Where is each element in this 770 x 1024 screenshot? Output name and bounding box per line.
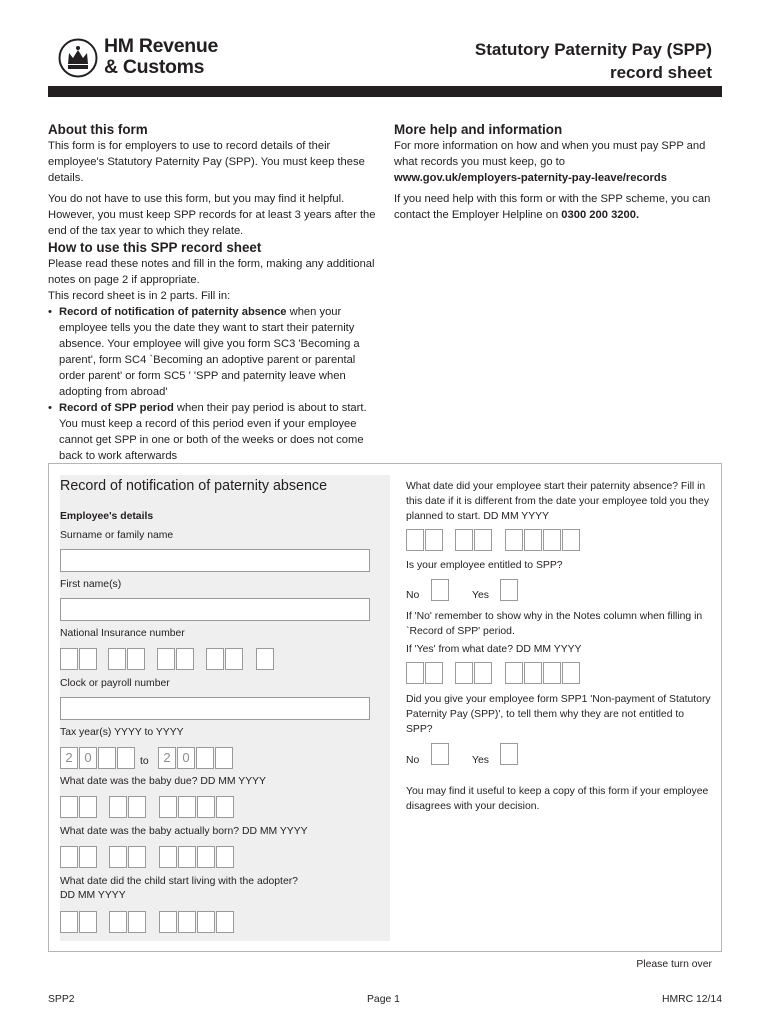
about-section [48, 122, 378, 239]
list-item [48, 400, 378, 464]
spp1-yes-checkbox[interactable] [500, 743, 518, 765]
help-para-1 [394, 138, 724, 186]
ni-box[interactable] [176, 648, 194, 670]
clock-number-field[interactable] [60, 697, 370, 720]
please-turn-over: Please turn over [636, 959, 712, 970]
baby-born-date-field[interactable] [60, 846, 240, 868]
tax-year-box[interactable]: 2 [60, 747, 78, 769]
first-name-field[interactable] [60, 598, 370, 621]
date-box[interactable] [474, 662, 492, 684]
title-line-2: record sheet [609, 63, 712, 82]
how-to-para-2: This record sheet is in 2 parts. Fill in: [48, 290, 231, 302]
date-box[interactable] [128, 911, 146, 933]
baby-due-label: What date was the baby due? DD MM YYYY [60, 776, 266, 787]
how-to-heading: How to use this SPP record sheet [48, 240, 262, 255]
date-box[interactable] [425, 529, 443, 551]
if-yes-question: If 'Yes' from what date? DD MM YYYY [406, 644, 582, 655]
bullet-2-bold: Record of SPP period [59, 402, 174, 414]
bullet-1-text: when your employee tells you the date they want to start their paternity absence. Your employee will give you form SC3 'Becoming a parent', form SC4 `Becoming an adoptive parent or parental order parent' or form SC5 ' 'SPP and paternity leave when adopting from abroad' [59, 306, 360, 398]
section-title: Record of notification of paternity absence [60, 478, 328, 494]
about-para-2: You do not have to use this form, but you may find it helpful. However, you must keep SPP records for at least 3 years after the end of the tax year to which they relate. [48, 193, 376, 237]
royal-crest-icon [58, 38, 98, 78]
date-box[interactable] [197, 911, 215, 933]
date-box[interactable] [79, 796, 97, 818]
date-box[interactable] [562, 529, 580, 551]
surname-label: Surname or family name [60, 530, 174, 541]
brand-line-1: HM Revenue [104, 35, 219, 57]
form-left-column [60, 475, 390, 941]
form-code: SPP2 [48, 994, 75, 1005]
ni-box[interactable] [256, 648, 274, 670]
list-item [48, 304, 378, 400]
date-box[interactable] [159, 846, 177, 868]
help-para-1-text: For more information on how and when you must pay SPP and what records you must keep, go to [394, 140, 706, 168]
start-date-question: What date did your employee start their paternity absence? Fill in this date if it is different from the date your employee told you they planned to start. DD MM YYYY [406, 481, 710, 522]
date-box[interactable] [505, 662, 523, 684]
page-number: Page 1 [367, 994, 400, 1005]
clock-label: Clock or payroll number [60, 678, 170, 689]
date-box[interactable] [109, 911, 127, 933]
date-box[interactable] [406, 662, 424, 684]
about-heading: About this form [48, 122, 148, 137]
baby-born-label: What date was the baby actually born? DD MM YYYY [60, 826, 308, 837]
entitled-from-date-field[interactable] [406, 662, 586, 684]
ni-number-field[interactable] [60, 648, 290, 670]
date-box[interactable] [128, 846, 146, 868]
tax-year-box[interactable]: 2 [158, 747, 176, 769]
entitled-no-label: No [406, 590, 420, 601]
help-link[interactable]: www.gov.uk/employers-paternity-pay-leave/records [394, 172, 667, 184]
ni-box[interactable] [60, 648, 78, 670]
date-box[interactable] [562, 662, 580, 684]
bullet-1-bold: Record of notification of paternity absence [59, 306, 287, 318]
to-label: to [140, 756, 149, 767]
date-box[interactable] [505, 529, 523, 551]
spp1-yes-label: Yes [472, 755, 489, 766]
help-para-2-text: If you need help with this form or with the SPP scheme, you can contact the Employer Helpline on [394, 193, 711, 221]
date-box[interactable] [60, 796, 78, 818]
tax-year-field[interactable] [60, 747, 240, 769]
date-box[interactable] [178, 846, 196, 868]
how-to-section [48, 240, 378, 464]
copy-note: You may find it useful to keep a copy of this form if your employee disagrees with your decision. [406, 786, 709, 812]
tax-year-box[interactable] [196, 747, 214, 769]
entitled-yes-label: Yes [472, 590, 489, 601]
title-line-1: Statutory Paternity Pay (SPP) [474, 40, 712, 59]
adopter-label [60, 875, 298, 903]
surname-field[interactable] [60, 549, 370, 572]
date-box[interactable] [455, 662, 473, 684]
ni-box[interactable] [79, 648, 97, 670]
tax-year-box[interactable] [215, 747, 233, 769]
ni-box[interactable] [225, 648, 243, 670]
date-box[interactable] [197, 796, 215, 818]
date-box[interactable] [128, 796, 146, 818]
page-title [475, 38, 712, 84]
date-box[interactable] [79, 846, 97, 868]
form-version: HMRC 12/14 [661, 994, 722, 1005]
entitled-question: Is your employee entitled to SPP? [406, 560, 563, 571]
hmrc-brand [104, 36, 218, 78]
ni-label: National Insurance number [60, 628, 185, 639]
entitled-yes-checkbox[interactable] [500, 579, 518, 601]
ni-box[interactable] [206, 648, 224, 670]
brand-line-2: & Customs [104, 56, 205, 78]
adopter-date-field[interactable] [60, 911, 240, 933]
start-date-field[interactable] [406, 529, 586, 551]
date-box[interactable] [178, 911, 196, 933]
date-box[interactable] [474, 529, 492, 551]
date-box[interactable] [524, 662, 542, 684]
helpline-number: 0300 200 3200. [561, 209, 640, 221]
date-box[interactable] [60, 846, 78, 868]
date-box[interactable] [524, 529, 542, 551]
tax-year-box[interactable]: 0 [177, 747, 195, 769]
date-box[interactable] [216, 911, 234, 933]
help-para-2 [394, 191, 724, 223]
ni-box[interactable] [157, 648, 175, 670]
first-name-label: First name(s) [60, 579, 122, 590]
tax-year-box[interactable] [117, 747, 135, 769]
date-box[interactable] [455, 529, 473, 551]
how-to-para-1: Please read these notes and fill in the form, making any additional notes on page 2 if appropriate. [48, 258, 375, 286]
employee-details-heading: Employee's details [60, 511, 154, 522]
if-no-note: If 'No' remember to show why in the Notes column when filling in `Record of SPP' period. [406, 611, 703, 637]
help-heading: More help and information [394, 122, 563, 137]
adopter-label-line-1: What date did the child start living with the adopter? [60, 876, 298, 887]
entitled-no-checkbox[interactable] [431, 579, 449, 601]
date-box[interactable] [79, 911, 97, 933]
date-box[interactable] [216, 846, 234, 868]
date-box[interactable] [178, 796, 196, 818]
spp1-question: Did you give your employee form SPP1 'Non-payment of Statutory Paternity Pay (SPP)', to tell them why they are not entitled to SPP? [406, 694, 711, 735]
ni-box[interactable] [127, 648, 145, 670]
date-box[interactable] [543, 529, 561, 551]
date-box[interactable] [216, 796, 234, 818]
date-box[interactable] [425, 662, 443, 684]
tax-year-box[interactable]: 0 [79, 747, 97, 769]
about-para-1: This form is for employers to use to record details of their employee's Statutory Paternity Pay (SPP). You must keep these details. [48, 140, 365, 184]
ni-box[interactable] [108, 648, 126, 670]
adopter-label-line-2: DD MM YYYY [60, 890, 126, 901]
date-box[interactable] [60, 911, 78, 933]
date-box[interactable] [159, 911, 177, 933]
date-box[interactable] [197, 846, 215, 868]
tax-year-box[interactable] [98, 747, 116, 769]
date-box[interactable] [406, 529, 424, 551]
date-box[interactable] [109, 846, 127, 868]
baby-due-date-field[interactable] [60, 796, 240, 818]
date-box[interactable] [159, 796, 177, 818]
header-rule [48, 86, 722, 97]
form-panel [48, 463, 722, 952]
spp1-no-checkbox[interactable] [431, 743, 449, 765]
help-section [394, 122, 724, 223]
how-to-list [48, 304, 378, 464]
tax-year-label: Tax year(s) YYYY to YYYY [60, 727, 184, 738]
bullet-2-text: when their pay period is about to start. You must keep a record of this period even if your employee cannot get SPP in one or both of the weeks or does not come back to work afterwards [59, 402, 367, 462]
date-box[interactable] [109, 796, 127, 818]
date-box[interactable] [543, 662, 561, 684]
spp1-no-label: No [406, 755, 420, 766]
